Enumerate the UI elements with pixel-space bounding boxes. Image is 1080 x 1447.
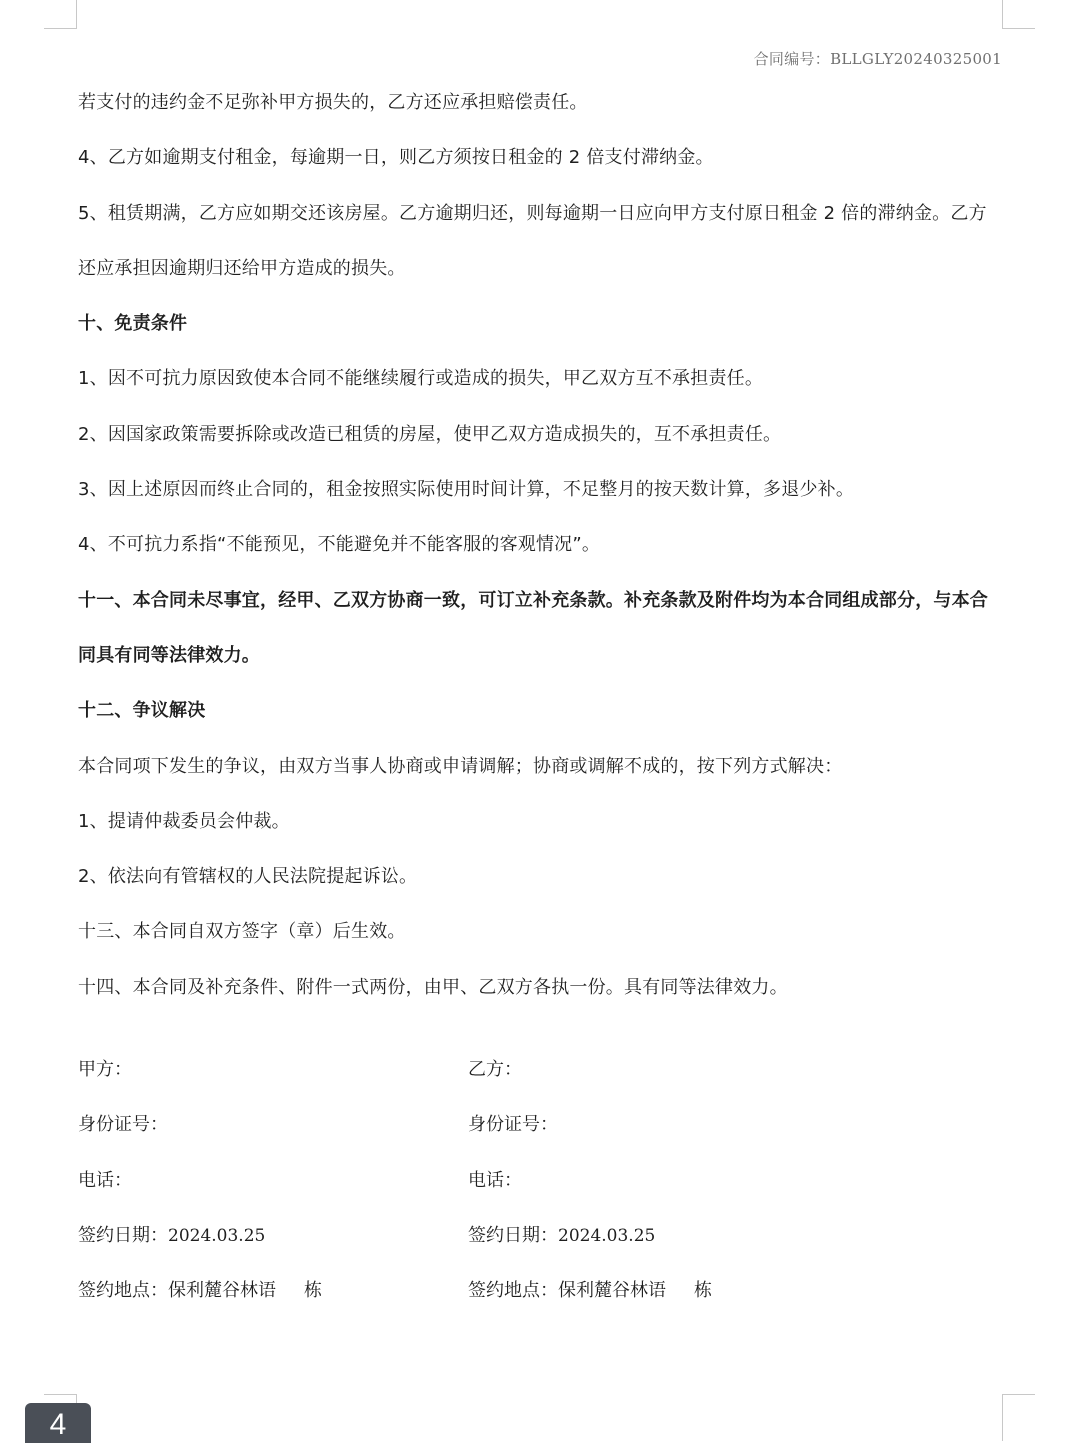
party-b-place-value: 保利麓谷林语 bbox=[558, 1280, 666, 1302]
party-a-place-label: 签约地点： bbox=[78, 1280, 168, 1302]
section-heading: 十二、争议解决 bbox=[78, 700, 206, 722]
party-a-id-label: 身份证号： bbox=[78, 1114, 168, 1136]
party-a-date-value: 2024.03.25 bbox=[168, 1225, 266, 1246]
party-a-date bbox=[78, 1208, 265, 1264]
body-line: 2、依法向有管辖权的人民法院提起诉讼。 bbox=[78, 866, 418, 888]
body-line: 1、因不可抗力原因致使本合同不能继续履行或造成的损失，甲乙双方互不承担责任。 bbox=[78, 368, 764, 390]
body-line: 4、不可抗力系指“不能预见，不能避免并不能客服的客观情况”。 bbox=[78, 534, 601, 556]
section-heading: 十一、本合同未尽事宜，经甲、乙双方协商一致，可订立补充条款。补充条款及附件均为本合同组成部分，与本合 bbox=[78, 589, 988, 611]
party-a-phone-label: 电话： bbox=[78, 1169, 132, 1191]
contract-number-value: BLLGLY20240325001 bbox=[830, 50, 1002, 68]
signature-row-party bbox=[78, 1042, 1004, 1097]
body-line: 本合同项下发生的争议，由双方当事人协商或申请调解；协商或调解不成的，按下列方式解决： bbox=[78, 755, 843, 777]
party-a-place-value: 保利麓谷林语 bbox=[168, 1280, 276, 1302]
contract-number-label: 合同编号： bbox=[753, 50, 831, 68]
signature-block bbox=[78, 1042, 1004, 1318]
party-b-phone-label: 电话： bbox=[468, 1169, 522, 1191]
signature-row-id bbox=[78, 1097, 1004, 1152]
body-line: 1、提请仲裁委员会仲裁。 bbox=[78, 810, 290, 832]
signature-row-place bbox=[78, 1263, 1004, 1318]
body-line: 5、租赁期满，乙方应如期交还该房屋。乙方逾期归还，则每逾期一日应向甲方支付原日租金 2 倍的滞纳金。乙方 bbox=[78, 202, 987, 224]
party-a-date-label: 签约日期： bbox=[78, 1224, 168, 1246]
party-a-place bbox=[78, 1263, 322, 1318]
body-line: 4、乙方如逾期支付租金，每逾期一日，则乙方须按日租金的 2 倍支付滞纳金。 bbox=[78, 147, 714, 169]
crop-mark-bottom-right bbox=[1002, 1394, 1035, 1441]
party-b-date bbox=[468, 1208, 655, 1264]
crop-mark-top-left bbox=[44, 0, 77, 29]
party-b-place-suffix: 栋 bbox=[694, 1280, 712, 1302]
body-line: 十三、本合同自双方签字（章）后生效。 bbox=[78, 921, 406, 943]
body-line: 若支付的违约金不足弥补甲方损失的，乙方还应承担赔偿责任。 bbox=[78, 92, 588, 113]
body-line: 2、因国家政策需要拆除或改造已租赁的房屋，使甲乙双方造成损失的，互不承担责任。 bbox=[78, 423, 782, 445]
section-heading: 十、免责条件 bbox=[78, 313, 188, 335]
body-line: 十四、本合同及补充条件、附件一式两份，由甲、乙双方各执一份。具有同等法律效力。 bbox=[78, 976, 788, 998]
contract-body bbox=[78, 75, 1004, 1015]
party-b-label: 乙方： bbox=[468, 1059, 522, 1080]
party-b-place bbox=[468, 1263, 712, 1318]
party-b-place-label: 签约地点： bbox=[468, 1280, 558, 1302]
party-a-place-suffix: 栋 bbox=[304, 1280, 322, 1302]
contract-number bbox=[754, 48, 1002, 69]
section-heading: 同具有同等法律效力。 bbox=[78, 644, 260, 666]
party-a-label: 甲方： bbox=[78, 1059, 132, 1080]
signature-row-date bbox=[78, 1208, 1004, 1263]
party-b-id-label: 身份证号： bbox=[468, 1114, 558, 1136]
body-line: 3、因上述原因而终止合同的，租金按照实际使用时间计算，不足整月的按天数计算，多退少补。 bbox=[78, 479, 855, 501]
page-number-badge: 4 bbox=[25, 1403, 91, 1443]
body-line: 还应承担因逾期归还给甲方造成的损失。 bbox=[78, 257, 406, 279]
party-b-date-value: 2024.03.25 bbox=[558, 1225, 656, 1246]
party-b-date-label: 签约日期： bbox=[468, 1224, 558, 1246]
crop-mark-top-right bbox=[1002, 0, 1035, 29]
signature-row-phone bbox=[78, 1153, 1004, 1208]
